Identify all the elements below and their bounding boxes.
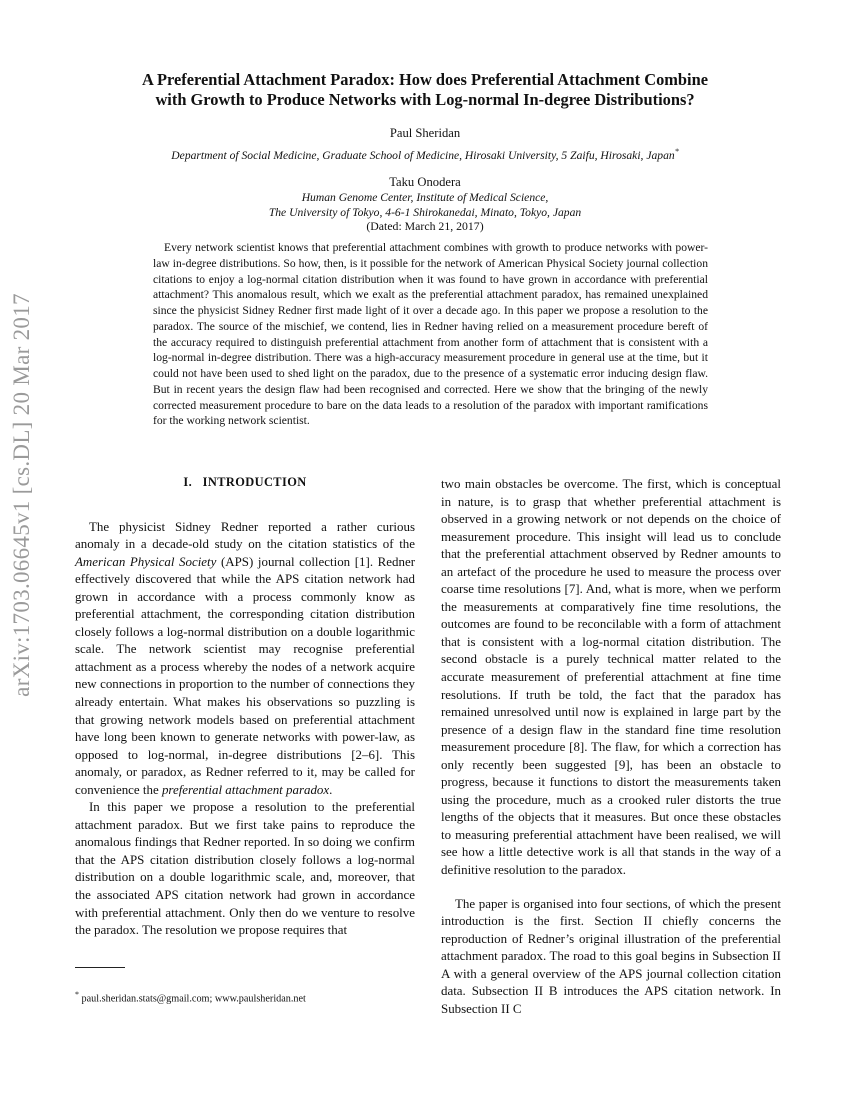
title-line-1: A Preferential Attachment Paradox: How does Preferential Attachment Combine [142, 70, 708, 89]
footnote-contact: paul.sheridan.stats@gmail.com; www.paulsheridan.net [79, 993, 306, 1005]
author-affiliation-1: Department of Social Medicine, Graduate School of Medicine, Hirosaki University, 5 Zaifu, Hirosaki, Japan* [171, 147, 679, 162]
intro-paragraph-1: The physicist Sidney Redner reported a rather curious anomaly in a decade-old study on the citation statistics of the American Physical Society (APS) journal collection [1]. Redner effectively discovered that while the APS citation network had grown in accordance with a process commonly know as preferential attachment, the corresponding citation distribution closely follows a log-normal distribution on a double logarithmic scale. The network scientist may recognise preferential attachment as a process whereby the nodes of a network acquire new connections in proportion to the number of connections they already entertain. What makes his observations so puzzling is that growing network models based on preferential attachment have long been known to generate networks with power-law, as opposed to log-normal, in-degree distributions [2–6]. This anomaly, or paradox, as Redner referred to it, may be called for convenience the preferential attachment paradox. [75, 518, 415, 797]
defined-term: preferential attachment paradox [161, 781, 330, 797]
title-line-2: with Growth to Produce Networks with Log-normal In-degree Distributions? [155, 90, 695, 109]
left-column [75, 474, 415, 939]
author-name-1: Paul Sheridan [389, 126, 461, 140]
abstract [153, 240, 708, 429]
arxiv-stamp-text: arXiv:1703.06645v1 [cs.DL] 20 Mar 2017 [9, 293, 34, 697]
paper-title [70, 70, 780, 110]
intro-paragraph-3: The paper is organised into four sections, of which the present introduction is the first. Section II chiefly concerns the reproduction of Redner’s original illustration of the preferential attachment paradox. The road to this goal begins in Subsection II A with a general overview of the APS journal collection citation data. Subsection II B introduces the APS citation network. In Subsection II C [441, 895, 781, 1016]
section-heading: I. INTRODUCTION [183, 475, 307, 489]
dated-line: (Dated: March 21, 2017) [366, 219, 484, 233]
right-column [441, 475, 781, 1017]
author-affiliation-2-line-1: Human Genome Center, Institute of Medical Science, [301, 191, 549, 204]
arxiv-identifier-stamp [2, 290, 42, 700]
footnote: * paul.sheridan.stats@gmail.com; www.paulsheridan.net [75, 990, 306, 1005]
footnote-mark: * [674, 147, 679, 156]
author-affiliation-2-line-2: The University of Tokyo, 4-6-1 Shirokanedai, Minato, Tokyo, Japan [268, 206, 582, 219]
abstract-text: Every network scientist knows that preferential attachment combines with growth to produce networks with power-law in-degree distributions. So how, then, is it possible for the network of American Physical Society journal collection citations to enjoy a log-normal citation distribution when it was found to have grown in accordance with preferential attachment? This anomalous result, which we exalt as the preferential attachment paradox, has remained unexplained since the physicist Sidney Redner first made light of it over a decade ago. In this paper we propose a resolution to the paradox. The source of the mischief, we contend, lies in Redner having relied on a measurement procedure bereft of the accuracy required to distinguish preferential attachment from another form of attachment that is consistent with a log-normal in-degree distribution. There was a high-accuracy measurement procedure in general use at the time, but it could not have been used to shed light on the paradox, due to the presence of a systematic error inducing design flaw. But in recent years the design flaw had been recognised and corrected. Here we show that the bringing of the newly corrected measurement procedure to bare on the data leads to a resolution of the paradox with important ramifications for the working network scientist. [153, 241, 708, 428]
intro-paragraph-1-continued: two main obstacles be overcome. The first, which is conceptual in nature, is to grasp that whether preferential attachment is observed in a growing network or not depends on the choice of measurement procedure. This insight will lead us to conclude that the preferential attachment observed by Redner amounts to an artefact of the procedure he used to measure the process over coarse time resolutions [7]. And, what is more, when we perform the measurements at comparatively fine time resolutions, the outcomes are found to be reconcilable with a form of attachment that is consistent with a log-normal citation distribution. The second obstacle is a purely technical matter related to the accurate measurement of preferential attachment at fine time resolutions. If truth be told, the fact that the paradox has remained unresolved until now is explained in large part by the presence of a design flaw in the standard fine time resolution measurement procedure [8]. The flaw, for which a correction has only recently been suggested [9], has been an obstacle to progress, because it functions to distort the measurements taken using the procedure, much as a crooked ruler distorts the true lengths of the objects that it measures. But once these obstacles to measuring preferential attachment have been realised, we will see how a little detective work is all that stands in the way of a definitive resolution to the paradox. [441, 476, 781, 878]
author-name-2: Taku Onodera [389, 175, 461, 189]
footnote-rule [75, 967, 125, 968]
journal-name: American Physical Society [75, 553, 217, 569]
intro-paragraph-2: In this paper we propose a resolution to the preferential attachment paradox. But we first take pains to reproduce the anomalous findings that Redner reported. In so doing we confirm that the APS citation distribution closely follows a log-normal distribution on a double logarithmic scale, and, moreover, that the associated APS citation network had grown in accordance with preferential attachment. Only then do we venture to resolve the paradox. The resolution we propose requires that [75, 799, 415, 938]
